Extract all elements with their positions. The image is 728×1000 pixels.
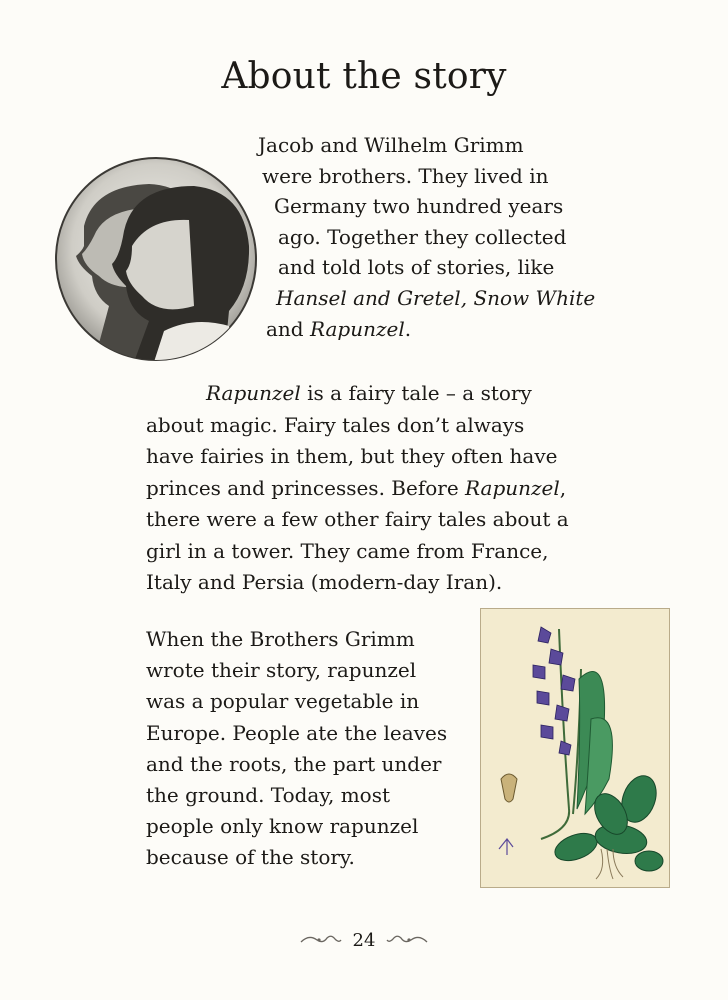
text-line: and the roots, the part under: [146, 751, 442, 776]
text-line: Italy and Persia (modern-day Iran).: [146, 570, 503, 594]
text-line: [244, 283, 644, 314]
page-footer: [0, 930, 728, 951]
intro-paragraph: [244, 130, 644, 344]
text-line: people only know rapunzel: [146, 814, 419, 839]
page-number: 24: [352, 930, 376, 951]
text-line: the ground. Today, most: [146, 783, 391, 808]
book-title: Hansel and Gretel,: [276, 285, 468, 310]
text-line: [146, 473, 606, 505]
text-line: When the Brothers Grimm: [146, 627, 415, 651]
text-line: have fairies in them, but they often have: [146, 444, 558, 468]
text-line: Europe. People ate the leaves: [146, 720, 448, 745]
grimm-brothers-portrait: [54, 156, 258, 362]
text-line: ago. Together they collected: [278, 224, 567, 249]
text-line: because of the story.: [146, 845, 355, 870]
text-line: and told lots of stories, like: [278, 255, 555, 280]
text-line: was a popular vegetable in: [146, 689, 420, 714]
book-title: Rapunzel: [465, 475, 560, 500]
text-line: were brothers. They lived in: [262, 163, 549, 188]
book-title: Snow White: [473, 285, 596, 310]
text-line: Jacob and Wilhelm Grimm: [258, 133, 524, 157]
flourish-ornament-right-icon: [385, 931, 429, 950]
book-title: Rapunzel: [309, 316, 405, 341]
fairy-tale-paragraph: [146, 378, 606, 599]
text-line: wrote their story, rapunzel: [146, 658, 417, 683]
text-fragment: and: [266, 316, 304, 341]
text-fragment: ,: [559, 475, 567, 500]
text-line: [244, 314, 644, 345]
rapunzel-plant-illustration: [480, 608, 670, 888]
text-line: about magic. Fairy tales don’t always: [146, 412, 525, 437]
book-title: Rapunzel: [206, 381, 301, 405]
rapunzel-vegetable-paragraph: [146, 624, 476, 874]
flourish-ornament-left-icon: [299, 931, 343, 950]
text-line: girl in a tower. They came from France,: [146, 538, 549, 563]
text-fragment: princes and princesses. Before: [146, 475, 466, 500]
text-line: there were a few other fairy tales about a: [146, 507, 569, 531]
text-fragment: is a fairy tale – a story: [300, 381, 532, 405]
page-title: About the story: [221, 56, 507, 97]
text-line: Germany two hundred years: [274, 194, 564, 219]
text-fragment: .: [404, 316, 412, 341]
text-line: [146, 378, 606, 410]
